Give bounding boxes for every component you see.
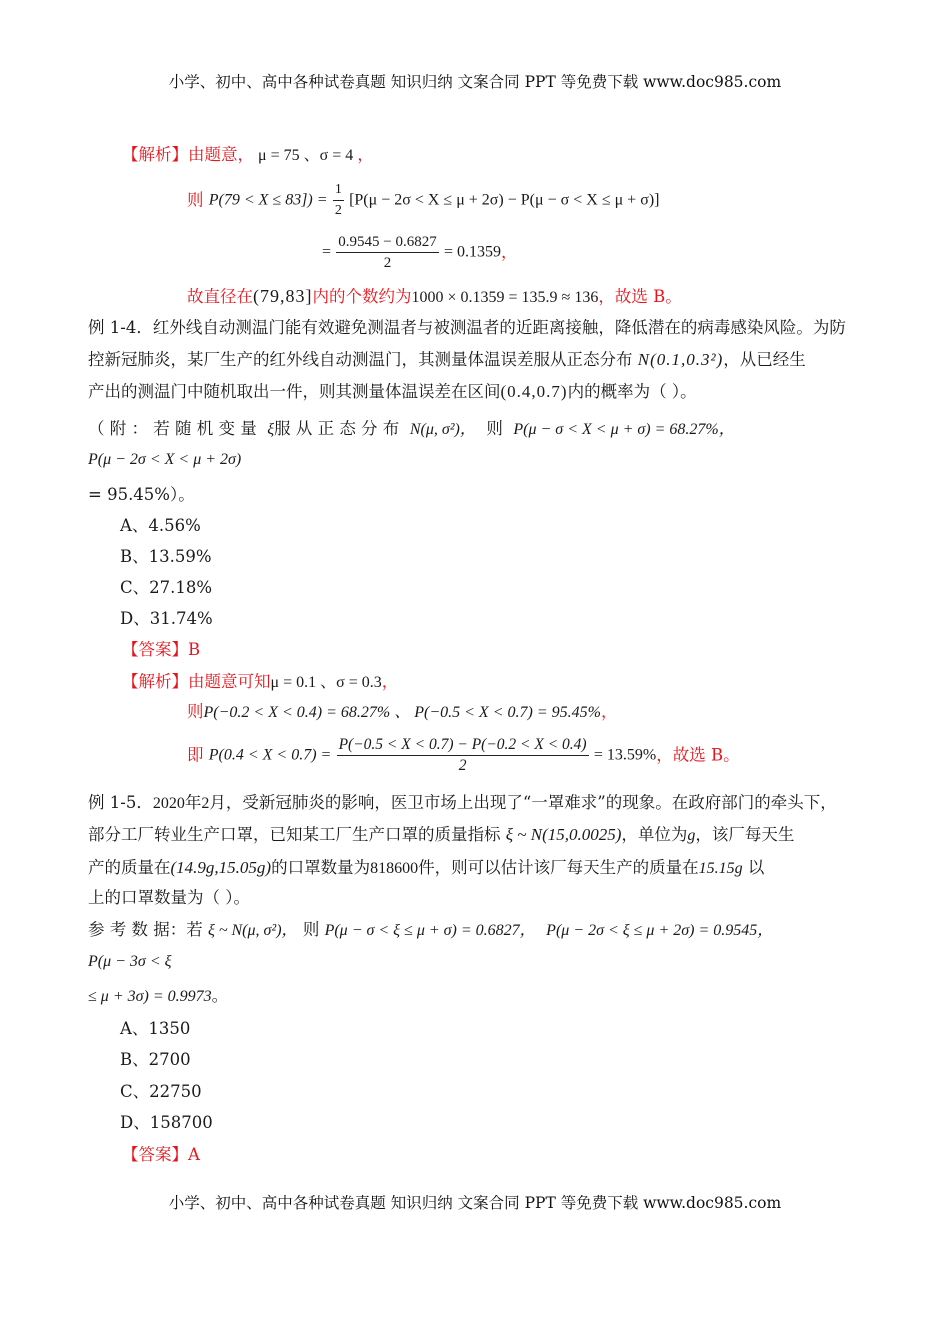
question-1-5-line-3: 产的质量在(14.9g,15.05g)的口罩数量为818600件，则可以估计该厂每天生产的质量在15.15g 以 [88, 858, 765, 877]
question-1-4-note-line-3: = 95.45%）。 [88, 485, 195, 504]
analysis-2-line-2: 则P(−0.2 < X < 0.4) = 68.27% 、 P(−0.5 < X < 0.7) = 95.45%， [187, 702, 618, 721]
answer-1-4: 【答案】B [122, 640, 201, 659]
answer-tag: 【答案】 [122, 640, 188, 659]
analysis-line-1: 【解析】由题意， μ = 75 、σ = 4 ， [122, 145, 374, 164]
question-1-5-line-1: 例 1-5．2020年2月，受新冠肺炎的影响，医卫市场上出现了“一罩难求”的现象。在政府部门的牵头下， [88, 793, 837, 812]
analysis-line-3: = $\frac{0.9545 - 0.6827}{2}$ = 0.1359， [322, 234, 518, 271]
option-a: A、1350 [120, 1019, 191, 1038]
analysis-tag: 【解析】 [122, 672, 188, 691]
question-1-4-note-line-2: P(μ − 2σ < X < μ + 2σ) [88, 451, 242, 468]
option-b: B、13.59% [120, 547, 212, 566]
option-c: C、22750 [120, 1082, 202, 1101]
option-d: D、158700 [120, 1113, 213, 1132]
option-a: A、4.56% [120, 516, 201, 535]
analysis-line-2: 则 P(79 < X ≤ 83]) = $\frac{1}{2}$ [P(μ − 2σ < X ≤ μ + 2σ) − P(μ − σ < X ≤ μ + σ)] [187, 180, 659, 216]
question-1-4-line-2: 控新冠肺炎，某厂生产的红外线自动测温门，其测量体温误差服从正态分布 N(0.1,0.3²)，从已经生 [88, 350, 806, 369]
question-1-5-ref-line-1: 参 考 数 据：若 ξ ~ N(μ, σ²)， 则 P(μ − σ < ξ ≤ μ + σ) = 0.6827， P(μ − 2σ < ξ ≤ μ + 2σ) = 0.9545， [88, 920, 774, 939]
page-footer: 小学、初中、高中各种试卷真题 知识归纳 文案合同 PPT 等免费下载 www.doc985.com [168, 1194, 782, 1212]
fraction-probability: $\frac{0.9545 - 0.6827}{2}$ [338, 234, 437, 271]
question-1-5-line-4: 上的口罩数量为（ ）。 [88, 888, 250, 907]
analysis-2-line-3: 即 P(0.4 < X < 0.7) = $\frac{P(-0.5 < X < 0.7) - P(-0.2 < X < 0.4)}{2}$ = 13.59%，故选 B。 [187, 736, 740, 774]
fraction-probability-2: $\frac{P(-0.5 < X < 0.7) - P(-0.2 < X < 0.4)}{2}$ [338, 736, 587, 774]
analysis-2-line-1: 【解析】由题意可知μ = 0.1 、σ = 0.3， [122, 672, 399, 691]
fraction-half: $\frac{1}{2}$ [334, 182, 342, 218]
question-1-4-line-1: 例 1-4．红外线自动测温门能有效避免测温者与被测温者的近距离接触，降低潜在的病毒感染风险。为防 [88, 318, 846, 337]
answer-1-5: 【答案】A [122, 1145, 200, 1164]
question-1-4-line-3: 产出的测温门中随机取出一件，则其测量体温误差在区间(0.4,0.7)内的概率为（ ）。 [88, 382, 697, 401]
question-1-4-note-line-1: （ 附 ： 若 随 机 变 量 ξ服 从 正 态 分 布 N(μ, σ²)， 则 P(μ − σ < X < μ + σ) = 68.27%， [88, 419, 735, 438]
option-b: B、2700 [120, 1050, 191, 1069]
analysis-line-4: 故直径在(79,83]内的个数约为1000 × 0.1359 = 135.9 ≈ 136，故选 B。 [187, 286, 682, 306]
answer-tag: 【答案】 [122, 1145, 188, 1164]
question-1-5-ref-line-2: P(μ − 3σ < ξ [88, 953, 172, 970]
option-d: D、31.74% [120, 609, 213, 628]
question-1-5-ref-line-3: ≤ μ + 3σ) = 0.9973。 [88, 986, 229, 1005]
analysis-tag: 【解析】 [122, 145, 188, 164]
option-c: C、27.18% [120, 578, 213, 597]
page-header: 小学、初中、高中各种试卷真题 知识归纳 文案合同 PPT 等免费下载 www.doc985.com [168, 73, 782, 91]
question-1-5-line-2: 部分工厂转业生产口罩，已知某工厂生产口罩的质量指标 ξ ~ N(15,0.0025)，单位为g，该厂每天生 [88, 825, 795, 844]
